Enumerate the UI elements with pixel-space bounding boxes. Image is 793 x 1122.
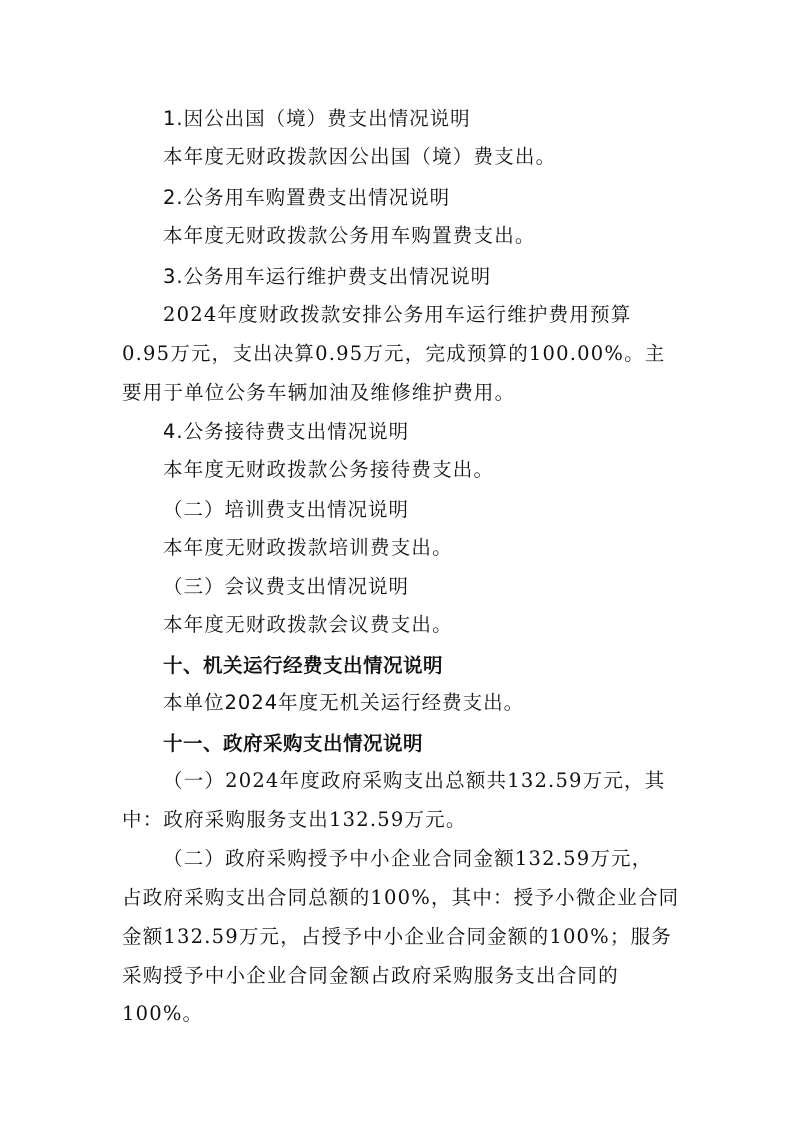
paragraph-eleven-2-line3: 金额132.59万元，占授予中小企业合同金额的100%；服务 xyxy=(122,925,672,948)
paragraph-eleven-1-line1: （一）2024年度政府采购支出总额共132.59万元，其 xyxy=(163,769,666,792)
section-body-overseas: 本年度无财政拨款因公出国（境）费支出。 xyxy=(163,145,557,168)
section-body-training: 本年度无财政拨款培训费支出。 xyxy=(163,536,453,559)
section-title-reception: 4.公务接待费支出情况说明 xyxy=(163,420,410,443)
section-title-vehicle-purchase: 2.公务用车购置费支出情况说明 xyxy=(163,186,451,209)
section-title-vehicle-maintenance: 3.公务用车运行维护费支出情况说明 xyxy=(163,265,492,288)
section-body-vehicle-maintenance-line3: 要用于单位公务车辆加油及维修维护费用。 xyxy=(122,381,516,404)
paragraph-eleven-2-line2: 占政府采购支出合同总额的100%，其中：授予小微企业合同 xyxy=(122,886,680,909)
section-body-ten: 本单位2024年度无机关运行经费支出。 xyxy=(163,691,525,714)
section-title-training: （二）培训费支出情况说明 xyxy=(163,498,410,521)
heading-ten: 十、机关运行经费支出情况说明 xyxy=(163,654,444,677)
paragraph-eleven-1-line2: 中：政府采购服务支出132.59万元。 xyxy=(122,808,467,831)
section-title-meeting: （三）会议费支出情况说明 xyxy=(163,575,410,598)
paragraph-eleven-2-line1: （二）政府采购授予中小企业合同金额132.59万元， xyxy=(163,847,653,870)
section-body-reception: 本年度无财政拨款公务接待费支出。 xyxy=(163,458,495,481)
section-body-meeting: 本年度无财政拨款会议费支出。 xyxy=(163,613,453,636)
paragraph-eleven-2-line5: 100%。 xyxy=(122,1002,204,1025)
section-body-vehicle-maintenance-line1: 2024年度财政拨款安排公务用车运行维护费用预算 xyxy=(163,303,632,326)
section-body-vehicle-purchase: 本年度无财政拨款公务用车购置费支出。 xyxy=(163,224,536,247)
heading-eleven: 十一、政府采购支出情况说明 xyxy=(163,732,424,755)
section-body-vehicle-maintenance-line2: 0.95万元，支出决算0.95万元，完成预算的100.00%。主 xyxy=(122,342,666,365)
paragraph-eleven-2-line4: 采购授予中小企业合同金额占政府采购服务支出合同的 xyxy=(122,964,619,987)
section-title-overseas: 1.因公出国（境）费支出情况说明 xyxy=(163,107,471,130)
